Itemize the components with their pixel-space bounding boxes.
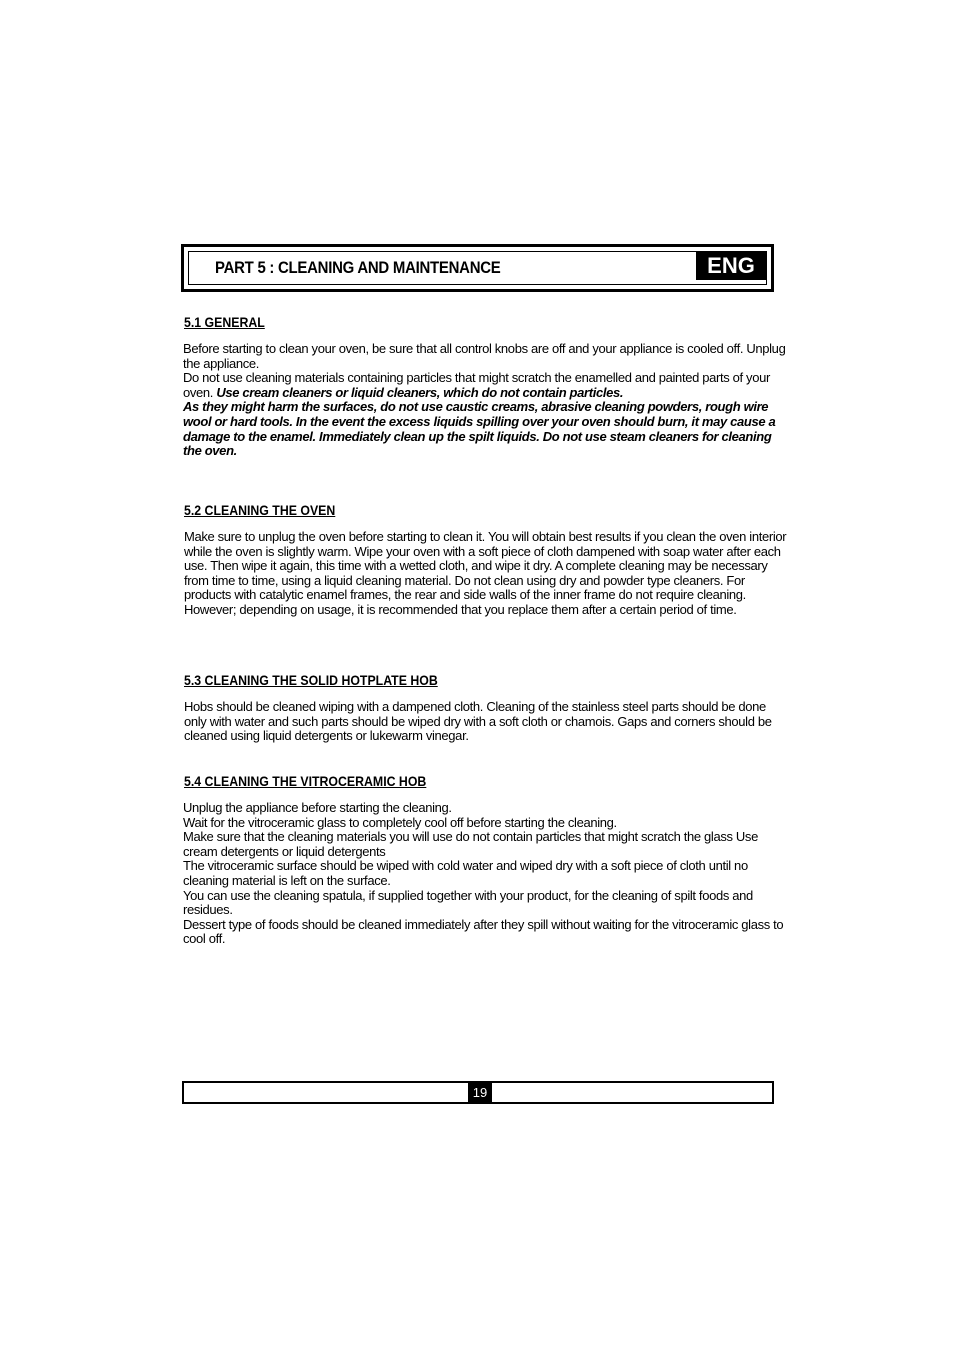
section-body	[180, 801, 790, 947]
section-cleaning-oven	[180, 502, 790, 618]
page-title: PART 5 : CLEANING AND MAINTENANCE	[215, 258, 501, 277]
warning-paragraph: As they might harm the surfaces, do not use caustic creams, abrasive cleaning powders, rough wire wool or hard tools. In the event the excess liquids spilling over your oven should burn, it may cause a damage to the enamel. Immediately clean up the spilt liquids. Do not use steam cleaners for cleaning the oven.	[183, 399, 776, 459]
section-heading: 5.3 CLEANING THE SOLID HOTPLATE HOB	[184, 672, 438, 688]
section-heading: 5.4 CLEANING THE VITROCERAMIC HOB	[184, 773, 427, 789]
language-badge: ENG	[696, 252, 766, 280]
paragraph: Dessert type of foods should be cleaned immediately after they spill without waiting for the vitroceramic glass to cool off.	[183, 916, 784, 947]
paragraph: Unplug the appliance before starting the cleaning.	[183, 800, 452, 815]
paragraph: The vitroceramic surface should be wiped with cold water and wiped dry with a soft piece of cloth until no cleaning material is left on the surface.	[183, 858, 748, 888]
page-number: 19	[468, 1083, 492, 1102]
section-header	[181, 244, 774, 292]
section-body	[180, 700, 790, 744]
section-heading: 5.2 CLEANING THE OVEN	[184, 502, 336, 518]
paragraph: Make sure to unplug the oven before starting to clean it. You will obtain best results if you clean the oven interior while the oven is slightly warm. Wipe your oven with a soft piece of cloth dampened with soap water after each use. Then wipe it again, this time with a wetted cloth, and wipe it dry. A complete cleaning may be necessary from time to time, using a liquid cleaning material. Do not clean using dry and powder type cleaners. For products with catalytic enamel frames, the rear and side walls of the inner frame do not require cleaning. However; depending on usage, it is recommended that you replace them after a certain period of time.	[184, 529, 787, 617]
page-footer	[182, 1081, 774, 1104]
section-body	[180, 342, 790, 459]
emphasis-text: Use cream cleaners or liquid cleaners, which do not contain particles.	[216, 384, 624, 400]
section-vitroceramic	[180, 773, 790, 947]
paragraph: Before starting to clean your oven, be sure that all control knobs are off and your appliance is cooled off. Unplug the appliance.	[183, 341, 786, 371]
section-heading: 5.1 GENERAL	[184, 314, 265, 330]
paragraph: Hobs should be cleaned wiping with a dampened cloth. Cleaning of the stainless steel parts should be done only with water and such parts should be wiped dry with a soft cloth or chamois. Gaps and corners should be cleaned using liquid detergents or lukewarm vinegar.	[184, 699, 772, 744]
paragraph: Make sure that the cleaning materials you will use do not contain particles that might scratch the glass Use cream detergents or liquid detergents	[183, 829, 758, 859]
section-general	[180, 314, 790, 459]
section-body	[180, 530, 790, 618]
paragraph: Wait for the vitroceramic glass to completely cool off before starting the cleaning.	[183, 814, 617, 830]
paragraph-text: Do not use cleaning materials containing particles that might scratch the enamelled and painted parts of your oven.	[183, 370, 770, 400]
paragraph	[183, 371, 790, 400]
header-inner-frame	[188, 251, 767, 285]
section-solid-hotplate	[180, 672, 790, 744]
paragraph: You can use the cleaning spatula, if supplied together with your product, for the cleaning of spilt foods and residues.	[183, 887, 753, 918]
